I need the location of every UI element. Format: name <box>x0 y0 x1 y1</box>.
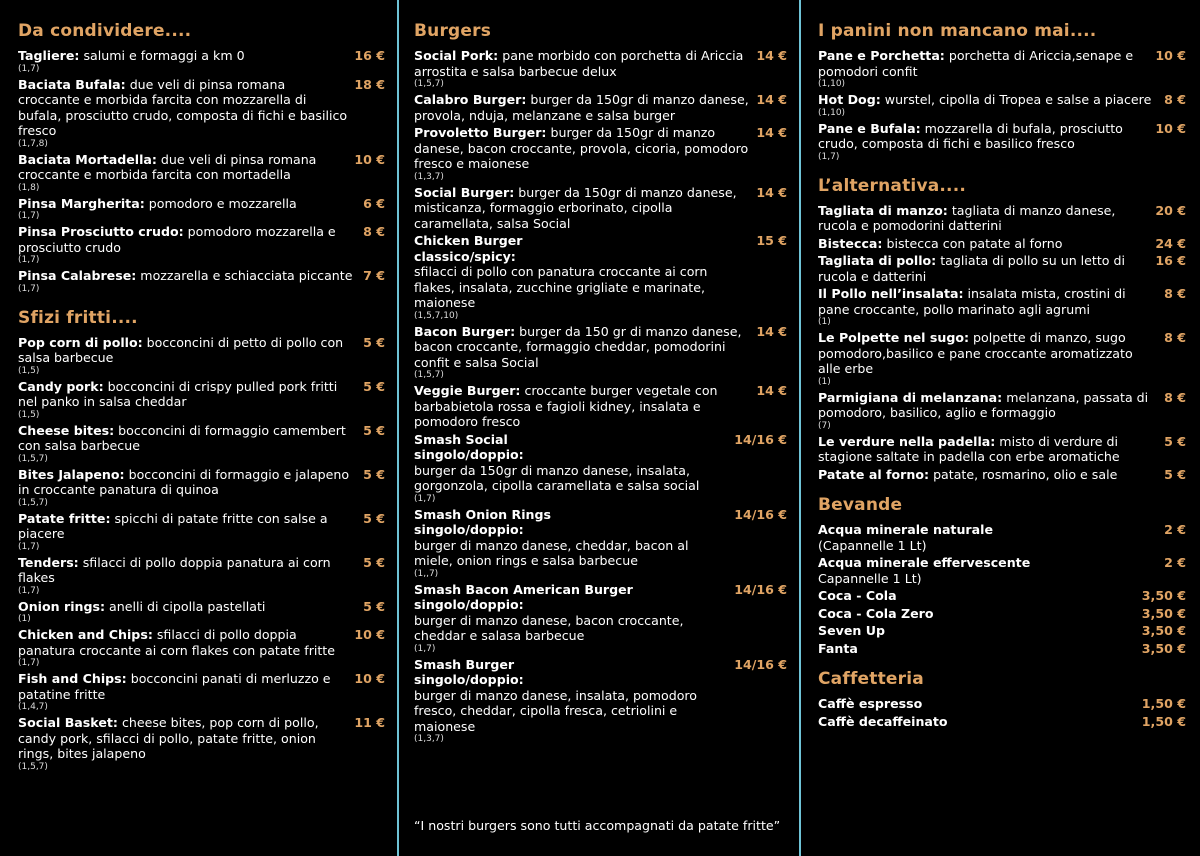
menu-item <box>818 390 1186 432</box>
item-price: 14 € <box>756 92 787 107</box>
menu-item <box>818 236 1186 252</box>
menu-item <box>18 379 385 421</box>
item-description <box>18 423 363 465</box>
menu-item <box>818 606 1186 622</box>
item-allergens: (1,5,7,10) <box>414 310 459 321</box>
item-description <box>18 224 363 266</box>
menu-item <box>414 383 787 430</box>
item-price: 14/16 € <box>734 656 787 672</box>
item-name: Pane e Porchetta: <box>818 48 945 63</box>
item-text: sfilacci di pollo doppia panatura ai corn flakes <box>18 554 331 585</box>
item-price: 8 € <box>1164 286 1186 301</box>
item-price: 3,50 € <box>1141 605 1186 621</box>
item-allergens: (1,7) <box>18 585 40 596</box>
item-text: mozzarella e schiacciata piccante <box>136 268 353 283</box>
item-description <box>818 286 1164 328</box>
item-description <box>818 467 1164 483</box>
item-name: Pop corn di pollo: <box>18 334 143 350</box>
item-name: Pane e Bufala: <box>818 120 921 136</box>
item-name: Chicken and Chips: <box>18 627 153 642</box>
item-allergens: (1,5,7) <box>18 497 48 508</box>
menu-item <box>414 657 787 746</box>
item-name: Tagliere: <box>18 48 80 63</box>
item-note: (Capannelle 1 Lt) <box>818 537 927 553</box>
item-description <box>18 77 354 150</box>
item-name: Pinsa Calabrese: <box>18 268 137 283</box>
item-price: 10 € <box>354 151 385 167</box>
menu-item <box>414 92 787 123</box>
item-description <box>18 511 363 553</box>
item-text: burger di manzo danese, insalata, pomodoro fresco, cheddar, cipolla fresca, cetriolini e maionese <box>414 687 698 734</box>
item-description <box>18 715 354 773</box>
item-description <box>414 185 756 232</box>
menu-section <box>18 20 385 295</box>
item-description <box>818 522 1164 553</box>
menu-item <box>18 467 385 509</box>
item-description <box>818 203 1155 234</box>
item-name: Pinsa Prosciutto crudo: <box>18 224 184 239</box>
item-allergens: (1,7) <box>414 493 436 504</box>
item-price: 1,50 € <box>1141 696 1186 711</box>
item-description <box>818 696 1142 712</box>
item-name: Le verdure nella padella: <box>818 433 996 449</box>
menu-item <box>414 324 787 382</box>
item-text: polpette di manzo, sugo pomodoro,basilico e pane croccante aromatizzato alle erbe <box>818 330 1133 376</box>
item-name: Patate al forno: <box>818 466 930 482</box>
item-price: 2 € <box>1164 522 1186 537</box>
item-name: Caffè decaffeinato <box>818 713 948 729</box>
item-name: Il Pollo nell’insalata: <box>818 286 964 301</box>
menu-item <box>414 432 787 505</box>
menu-item <box>818 203 1186 234</box>
item-description <box>414 324 756 382</box>
item-price: 6 € <box>363 195 385 211</box>
item-text: burger da 150gr di manzo danese, bacon croccante, provola, cicoria, pomodoro fresco e maionese <box>414 125 749 171</box>
item-text: sfilacci di pollo con panatura croccante ai corn flakes, insalata, zucchine grigliate e marinate, maionese <box>414 264 708 310</box>
item-price: 1,50 € <box>1141 713 1186 729</box>
item-name: Social Burger: <box>414 184 515 200</box>
item-name: Tenders: <box>18 554 79 570</box>
item-variant: singolo/doppio: <box>414 597 524 612</box>
menu-section <box>414 20 787 745</box>
item-description <box>18 555 363 597</box>
item-allergens: (1,7) <box>18 255 40 265</box>
item-price: 10 € <box>1155 48 1186 63</box>
item-price: 10 € <box>354 671 385 686</box>
item-text: cheese bites, pop corn di pollo, candy pork, sfilacci di pollo, patate fritte, onion rings, bites jalapeno <box>18 715 319 761</box>
item-name: Social Pork: <box>414 48 499 63</box>
item-name: Calabro Burger: <box>414 92 527 107</box>
item-allergens: (1,,7) <box>414 568 439 579</box>
item-price: 18 € <box>354 76 385 92</box>
item-price: 5 € <box>363 378 385 394</box>
item-text: due veli di pinsa romana croccante e morbida farcita con mozzarella di bufala, prosciutto crudo, composta di fichi e basilico fresco <box>18 76 348 138</box>
menu-item <box>818 696 1186 712</box>
item-text: pomodoro mozzarella e prosciutto crudo <box>18 224 336 255</box>
item-price: 8 € <box>1164 389 1186 405</box>
item-variant: singolo/doppio: <box>414 522 524 537</box>
item-text: patate, rosmarino, olio e sale <box>929 466 1118 482</box>
item-allergens: (1,5) <box>18 365 40 376</box>
item-description <box>818 434 1164 465</box>
item-allergens: (1,5,7) <box>414 370 444 380</box>
menu-item <box>18 715 385 773</box>
menu-item <box>818 286 1186 328</box>
item-text: croccante burger vegetale con barbabietola rossa e fagioli kidney, insalata e pomodoro fresco <box>414 383 718 429</box>
item-price: 5 € <box>363 334 385 350</box>
item-text: due veli di pinsa romana croccante e morbida farcita con mortadella <box>18 151 317 182</box>
item-name: Seven Up <box>818 623 885 638</box>
item-description <box>414 48 756 90</box>
item-price: 16 € <box>354 48 385 63</box>
item-description <box>18 467 363 509</box>
item-price: 3,50 € <box>1141 588 1186 603</box>
menu-item <box>18 335 385 377</box>
item-price: 14 € <box>756 184 787 200</box>
item-description <box>414 657 734 746</box>
menu-item <box>414 507 787 580</box>
item-name: Hot Dog: <box>818 92 881 107</box>
item-price: 11 € <box>354 715 385 730</box>
item-description <box>18 627 354 669</box>
item-price: 24 € <box>1155 235 1186 251</box>
item-allergens: (1,5,7) <box>18 453 48 464</box>
item-text: bocconcini di formaggio e jalapeno in croccante panatura di quinoa <box>18 466 350 497</box>
item-description <box>818 555 1164 586</box>
item-description <box>818 121 1155 163</box>
menu-item <box>818 641 1186 657</box>
item-price: 14/16 € <box>734 581 787 597</box>
item-price: 15 € <box>756 233 787 248</box>
item-price: 2 € <box>1164 555 1186 570</box>
item-text: bocconcini di formaggio camembert con salsa barbecue <box>18 422 346 453</box>
item-description <box>818 92 1164 119</box>
item-allergens: (1,3,7) <box>414 734 444 744</box>
item-description <box>414 507 734 580</box>
menu-item <box>818 92 1186 119</box>
item-note: Capannelle 1 Lt) <box>818 570 922 586</box>
section-title: Bevande <box>818 495 903 515</box>
item-price: 16 € <box>1155 253 1186 268</box>
item-name: Smash Bacon American Burger <box>414 581 633 597</box>
item-price: 20 € <box>1155 202 1186 218</box>
item-description <box>414 233 756 322</box>
item-description <box>18 671 354 713</box>
item-allergens: (1) <box>818 376 831 387</box>
menu-item <box>414 233 787 322</box>
item-allergens: (7) <box>818 420 831 431</box>
burgers-footnote: “I nostri burgers sono tutti accompagnati da patate fritte” <box>414 818 781 833</box>
item-text: insalata mista, crostini di pane croccante, pollo marinato agli agrumi <box>818 286 1126 317</box>
menu-item <box>18 671 385 713</box>
menu-item <box>818 588 1186 604</box>
menu-item <box>818 522 1186 553</box>
item-variant: classico/spicy: <box>414 248 516 264</box>
item-description <box>818 330 1164 388</box>
item-allergens: (1) <box>18 614 31 624</box>
item-name: Social Basket: <box>18 715 118 730</box>
menu-item <box>18 268 385 295</box>
item-text: pane morbido con porchetta di Ariccia arrostita e salsa barbecue delux <box>414 48 744 79</box>
menu-section <box>818 494 1186 656</box>
item-allergens: (1,7) <box>18 658 40 668</box>
item-description <box>18 268 363 295</box>
item-price: 3,50 € <box>1141 640 1186 656</box>
item-price: 14 € <box>756 48 787 63</box>
item-description <box>818 714 1142 730</box>
menu-item <box>414 48 787 90</box>
item-price: 14 € <box>756 323 787 339</box>
item-description <box>414 432 734 505</box>
item-description <box>18 152 354 194</box>
item-allergens: (1,5,7) <box>18 761 48 772</box>
menu-section <box>818 20 1186 163</box>
item-name: Baciata Bufala: <box>18 76 126 92</box>
item-name: Pinsa Margherita: <box>18 195 145 211</box>
menu-item <box>818 434 1186 465</box>
menu-item <box>818 121 1186 163</box>
item-price: 14 € <box>756 125 787 140</box>
item-text: misto di verdure di stagione saltate in padella con erbe aromatiche <box>818 433 1120 464</box>
section-title: I panini non mancano mai.... <box>818 21 1097 41</box>
item-text: burger da 150 gr di manzo danese, bacon croccante, formaggio cheddar, pomodorini confit e salsa Social <box>414 323 742 370</box>
item-name: Cheese bites: <box>18 422 115 438</box>
item-text: pomodoro e mozzarella <box>144 195 297 211</box>
item-text: mozzarella di bufala, prosciutto crudo, composta di fichi e basilico fresco <box>818 120 1123 151</box>
section-title: Da condividere.... <box>18 21 192 41</box>
item-name: Baciata Mortadella: <box>18 151 157 167</box>
item-name: Coca - Cola <box>818 588 897 603</box>
item-allergens: (1,7) <box>18 211 40 221</box>
item-price: 14/16 € <box>734 431 787 447</box>
item-variant: singolo/doppio: <box>414 672 524 687</box>
item-description <box>818 606 1142 622</box>
item-price: 10 € <box>1155 120 1186 136</box>
menu-item <box>18 152 385 194</box>
item-name: Veggie Burger: <box>414 383 521 398</box>
menu-column-3 <box>801 0 1200 856</box>
item-price: 14/16 € <box>734 506 787 522</box>
section-title: Burgers <box>414 21 492 41</box>
item-name: Chicken Burger <box>414 233 523 248</box>
item-text: burger da 150gr di manzo danese, provola, nduja, melanzane e salsa burger <box>414 92 749 123</box>
item-price: 7 € <box>363 268 385 283</box>
item-allergens: (1,7) <box>818 151 840 162</box>
menu-item <box>18 599 385 626</box>
item-name: Tagliata di pollo: <box>818 253 937 268</box>
menu-item <box>18 77 385 150</box>
menu-column-2 <box>399 0 801 856</box>
menu-item <box>414 185 787 232</box>
menu-item <box>818 714 1186 730</box>
item-name: Bites Jalapeno: <box>18 466 125 482</box>
menu-item <box>818 253 1186 284</box>
item-price: 3,50 € <box>1141 623 1186 638</box>
section-title: Sfizi fritti.... <box>18 307 138 328</box>
item-name: Fanta <box>818 640 858 656</box>
item-price: 8 € <box>1164 330 1186 345</box>
item-name: Onion rings: <box>18 598 106 614</box>
item-description <box>18 196 363 223</box>
item-description <box>414 582 734 655</box>
item-description <box>818 641 1142 657</box>
item-text: melanzana, passata di pomodoro, basilico, aglio e formaggio <box>818 389 1149 420</box>
item-allergens: (1) <box>818 317 831 327</box>
item-allergens: (1,5,7) <box>414 79 444 89</box>
item-description <box>18 599 363 626</box>
item-text: bocconcini panati di merluzzo e patatine fritte <box>18 671 331 702</box>
item-name: Provoletto Burger: <box>414 125 547 140</box>
item-description <box>414 92 756 123</box>
item-text: bocconcini di crispy pulled pork fritti nel panko in salsa cheddar <box>18 378 338 409</box>
menu-item <box>414 582 787 655</box>
item-text: burger da 150gr di manzo danese, insalata, gorgonzola, cipolla caramellata e salsa social <box>414 462 700 493</box>
item-allergens: (1,7,8) <box>18 138 48 149</box>
item-price: 5 € <box>1164 433 1186 449</box>
item-text: bocconcini di petto di pollo con salsa barbecue <box>18 334 344 365</box>
item-name: Bistecca: <box>818 235 883 251</box>
item-name: Parmigiana di melanzana: <box>818 389 1003 405</box>
item-name: Patate fritte: <box>18 510 111 526</box>
menu-item <box>18 511 385 553</box>
item-price: 10 € <box>354 627 385 642</box>
item-allergens: (1,8) <box>18 182 40 193</box>
item-text: wurstel, cipolla di Tropea e salse a piacere <box>880 92 1152 107</box>
item-description <box>818 48 1155 90</box>
menu-section <box>18 307 385 773</box>
menu-item <box>18 224 385 266</box>
item-allergens: (1,7) <box>18 63 40 74</box>
item-allergens: (1,7) <box>18 541 40 552</box>
item-text: spicchi di patate fritte con salse a piacere <box>18 510 328 541</box>
item-name: Smash Social <box>414 431 508 447</box>
item-text: bistecca con patate al forno <box>882 235 1063 251</box>
section-title: L’alternativa.... <box>818 175 967 196</box>
item-name: Caffè espresso <box>818 696 923 711</box>
item-text: salumi e formaggi a km 0 <box>79 48 245 63</box>
item-text: tagliata di manzo danese, rucola e pomodorini datterini <box>818 202 1116 233</box>
item-name: Tagliata di manzo: <box>818 202 948 218</box>
menu-item <box>818 330 1186 388</box>
menu-section <box>818 175 1186 483</box>
item-price: 5 € <box>363 598 385 614</box>
item-price: 5 € <box>363 466 385 482</box>
item-text: sfilacci di pollo doppia panatura croccante ai corn flakes con patate fritte <box>18 627 335 658</box>
item-price: 5 € <box>1164 466 1186 482</box>
item-description <box>818 236 1155 252</box>
item-text: burger di manzo danese, cheddar, bacon al miele, onion rings e salsa barbecue <box>414 537 689 568</box>
section-title: Caffetteria <box>818 669 924 689</box>
item-allergens: (1,7) <box>414 643 436 654</box>
item-name: Acqua minerale naturale <box>818 522 993 537</box>
item-name: Coca - Cola Zero <box>818 605 934 621</box>
item-allergens: (1,5) <box>18 409 40 420</box>
item-allergens: (1,7) <box>18 283 40 294</box>
item-description <box>18 335 363 377</box>
item-text: tagliata di pollo su un letto di rucola e datterini <box>818 253 1125 284</box>
item-name: Candy pork: <box>18 378 104 394</box>
item-description <box>414 383 756 430</box>
item-text: porchetta di Ariccia,senape e pomodori confit <box>818 48 1134 79</box>
item-description <box>18 379 363 421</box>
item-price: 8 € <box>363 224 385 239</box>
item-allergens: (1,10) <box>818 79 846 89</box>
item-allergens: (1,4,7) <box>18 702 48 712</box>
menu-item <box>18 555 385 597</box>
item-variant: singolo/doppio: <box>414 447 524 462</box>
item-price: 5 € <box>363 422 385 438</box>
menu-item <box>818 48 1186 90</box>
menu-item <box>414 125 787 183</box>
item-description <box>818 623 1142 639</box>
item-name: Bacon Burger: <box>414 323 516 339</box>
item-price: 5 € <box>363 510 385 526</box>
item-description <box>818 253 1155 284</box>
item-name: Smash Onion Rings <box>414 506 552 522</box>
item-description <box>414 125 756 183</box>
menu-section <box>818 668 1186 729</box>
item-name: Le Polpette nel sugo: <box>818 330 970 345</box>
menu-item <box>18 627 385 669</box>
item-allergens: (1,3,7) <box>414 171 444 182</box>
item-price: 5 € <box>363 554 385 570</box>
item-name: Fish and Chips: <box>18 671 127 686</box>
menu-item <box>818 467 1186 483</box>
item-text: burger di manzo danese, bacon croccante, cheddar e salasa barbecue <box>414 612 684 643</box>
menu-column-1 <box>0 0 399 856</box>
menu-item <box>18 423 385 465</box>
item-description <box>818 588 1142 604</box>
item-name: Smash Burger <box>414 656 515 672</box>
item-allergens: (1,10) <box>818 107 846 118</box>
item-description <box>18 48 354 75</box>
item-text: burger da 150gr di manzo danese, misticanza, formaggio erborinato, cipolla caramellata, salsa Social <box>414 184 737 231</box>
menu-item <box>818 623 1186 639</box>
item-text: anelli di cipolla pastellati <box>105 598 266 614</box>
menu-item <box>18 196 385 223</box>
menu-item <box>18 48 385 75</box>
item-price: 14 € <box>756 383 787 398</box>
item-name: Acqua minerale effervescente <box>818 555 1031 570</box>
menu-item <box>818 555 1186 586</box>
item-price: 8 € <box>1164 92 1186 107</box>
item-description <box>818 390 1164 432</box>
